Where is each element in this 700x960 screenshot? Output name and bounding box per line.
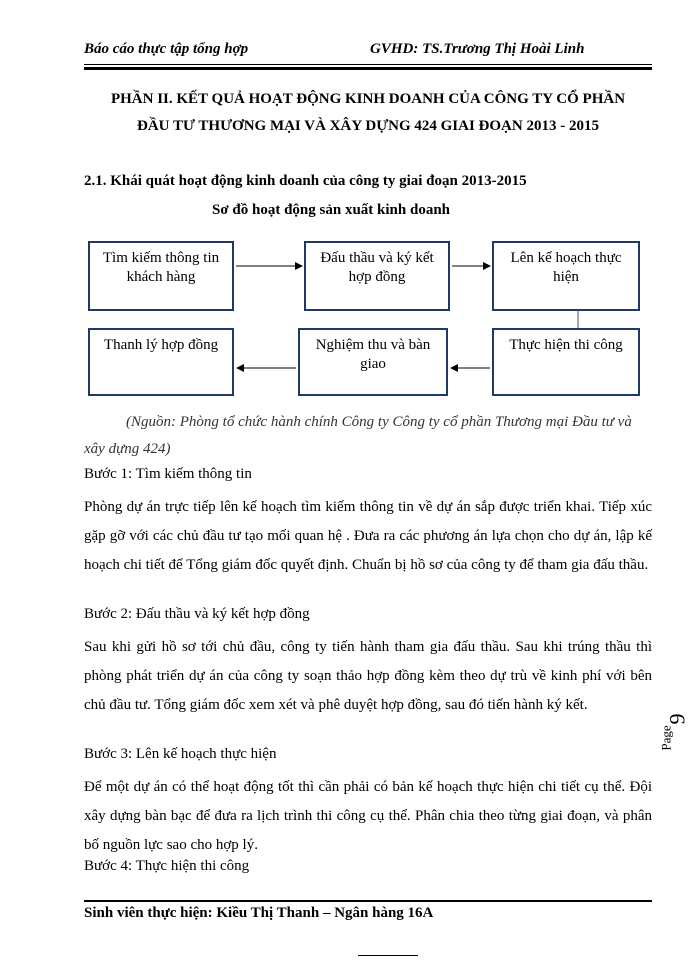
source-note: (Nguồn: Phòng tổ chức hành chính Công ty Công ty cổ phần Thương mại Đầu tư và xây dựng 424) xyxy=(84,414,632,457)
footer-rule xyxy=(84,900,652,902)
flow-box-bidding-line-1: Đấu thầu và ký kết xyxy=(320,250,434,266)
page-number-label xyxy=(658,713,690,756)
step-3-title: Bước 3: Lên kế hoạch thực hiện xyxy=(84,746,277,762)
diagram-title: Sơ đồ hoạt động sản xuất kinh doanh xyxy=(212,202,451,218)
step-2-text: Sau khi gửi hồ sơ tới chủ đầu, công ty tiến hành tham gia đấu thầu. Sau khi trúng thầu thì phòng phát triển dự án của công ty soạn thảo hợp đồng kèm theo dự trù về kinh phí với bên chủ đầu tư. Tổng giám đốc xem xét và phê duyệt hợp đồng, sau đó tiến hành ký kết. xyxy=(84,639,652,713)
flow-box-bidding-line-2: hợp đồng xyxy=(348,269,406,285)
footer-student: Sinh viên thực hiện: Kiều Thị Thanh – Ngân hàng 16A xyxy=(84,905,434,921)
step-1-text: Phòng dự án trực tiếp lên kế hoạch tìm kiếm thông tin về dự án sắp được triển khai. Tiếp xúc gặp gỡ với các chủ đầu tư tạo mối quan hệ . Đưa ra các phương án lựa chọn cho dự án, lập kế hoạch chi tiết để Tổng giám đốc quyết định. Chuẩn bị hồ sơ của công ty để tham gia đấu thầu. xyxy=(84,499,652,573)
flow-box-acceptance-line-2: giao xyxy=(360,356,386,372)
flow-box-find-info-line-1: Tìm kiếm thông tin xyxy=(102,250,220,266)
flow-box-planning-line-1: Lên kế hoạch thực xyxy=(510,250,622,266)
section-title: 2.1. Khái quát hoạt động kinh doanh của công ty giai đoạn 2013-2015 xyxy=(84,173,527,189)
flow-box-liquidation-label: Thanh lý hợp đồng xyxy=(103,337,219,353)
part-title-line-2: ĐẦU TƯ THƯƠNG MẠI VÀ XÂY DỰNG 424 GIAI ĐOẠN 2013 - 2015 xyxy=(137,118,599,134)
step-1-title: Bước 1: Tìm kiếm thông tin xyxy=(84,466,252,482)
step-3-text: Để một dự án có thể hoạt động tốt thì cần phải có bản kế hoạch thực hiện chi tiết cụ thể. Đội xây dựng bàn bạc để đưa ra lịch trình thi công cụ thể. Phân chia theo từng giai đoạn, và phân bố nguồn lực sao cho hợp lý. xyxy=(84,779,652,853)
page-word: Page xyxy=(658,725,674,751)
bottom-mark xyxy=(358,955,418,956)
step-4-title: Bước 4: Thực hiện thi công xyxy=(84,858,250,874)
header-advisor: GVHD: TS.Trương Thị Hoài Linh xyxy=(370,41,585,57)
step-2-title: Bước 2: Đấu thầu và ký kết hợp đồng xyxy=(84,606,310,622)
page-number: 9 xyxy=(664,713,690,725)
flow-box-construction-label: Thực hiện thi công xyxy=(509,337,623,353)
flow-box-find-info-line-2: khách hàng xyxy=(126,269,196,285)
part-title-line-1: PHẦN II. KẾT QUẢ HOẠT ĐỘNG KINH DOANH CỦA CÔNG TY CỔ PHẦN xyxy=(110,91,626,107)
header-report-title: Báo cáo thực tập tổng hợp xyxy=(84,41,249,57)
flow-box-acceptance-line-1: Nghiệm thu và bàn xyxy=(315,337,431,353)
flow-box-planning-line-2: hiện xyxy=(553,269,579,285)
